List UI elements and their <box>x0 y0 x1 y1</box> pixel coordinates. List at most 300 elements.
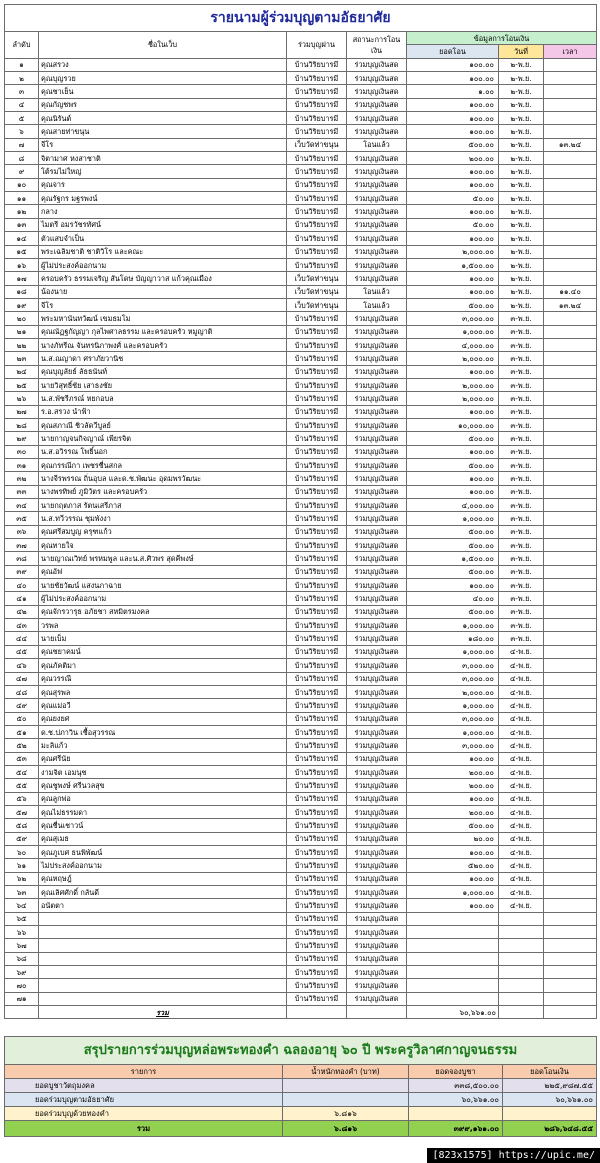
donation-channel: บ้านวิริยบารมี <box>287 592 347 605</box>
donation-channel: บ้านวิริยบารมี <box>287 619 347 632</box>
transfer-amount: ๑๐๐.๐๐ <box>407 752 499 765</box>
transfer-status: ร่วมบุญเงินสด <box>347 565 407 578</box>
transfer-amount: ๑,๐๐๐.๐๐ <box>407 699 499 712</box>
donor-name: คุณสายท่าขนุน <box>39 125 287 138</box>
donor-name: คุณภัคติมา <box>39 659 287 672</box>
donor-name: คุณเลิศศักดิ์ กลันดี <box>39 886 287 899</box>
transfer-status: ร่วมบุญเงินสด <box>347 232 407 245</box>
transfer-status: ร่วมบุญเงินสด <box>347 98 407 111</box>
donor-name: จิตามาศ หงสาชาติ <box>39 152 287 165</box>
transfer-time <box>544 966 597 979</box>
donation-channel: บ้านวิริยบารมี <box>287 872 347 885</box>
transfer-time <box>544 632 597 645</box>
donation-channel: บ้านวิริยบารมี <box>287 325 347 338</box>
row-number: ๑๙ <box>5 298 39 311</box>
table-row <box>5 325 597 338</box>
transfer-amount: ๑,๐๐๐.๐๐ <box>407 325 499 338</box>
transfer-amount: ๕๐๐.๐๐ <box>407 525 499 538</box>
row-number: ๖๖ <box>5 926 39 939</box>
transfer-date: ๔-พ.ย. <box>499 779 544 792</box>
donation-channel: บ้านวิริยบารมี <box>287 125 347 138</box>
transfer-time <box>544 512 597 525</box>
transfer-date: ๓-พ.ย. <box>499 352 544 365</box>
transfer-time <box>544 365 597 378</box>
transfer-amount: ๑๐๐.๐๐ <box>407 285 499 298</box>
header-via: ร่วมบุญผ่าน <box>287 32 347 59</box>
table-row <box>5 926 597 939</box>
transfer-time <box>544 445 597 458</box>
table-row <box>5 499 597 512</box>
transfer-amount: ๒๐๐.๐๐ <box>407 779 499 792</box>
transfer-status: ร่วมบุญเงินสด <box>347 312 407 325</box>
row-number: ๓๙ <box>5 565 39 578</box>
transfer-time <box>544 899 597 912</box>
table-row <box>5 112 597 125</box>
transfer-amount: ๑๐๐.๐๐ <box>407 205 499 218</box>
table-row <box>5 352 597 365</box>
transfer-date: ๒-พ.ย. <box>499 165 544 178</box>
donor-name: พระมหานันทวัฒน์ เขมธมโม <box>39 312 287 325</box>
transfer-time <box>544 58 597 71</box>
row-number: ๔๗ <box>5 672 39 685</box>
donor-name: น.ส.ทวีวรรณ ชุมพังงา <box>39 512 287 525</box>
transfer-date: ๒-พ.ย. <box>499 272 544 285</box>
donor-name: วรพล <box>39 619 287 632</box>
transfer-time <box>544 499 597 512</box>
transfer-amount: ๓,๐๐๐.๐๐ <box>407 712 499 725</box>
transfer-date <box>499 926 544 939</box>
donation-channel: บ้านวิริยบารมี <box>287 845 347 858</box>
transfer-amount: ๕๐.๐๐ <box>407 218 499 231</box>
donation-channel: บ้านวิริยบารมี <box>287 632 347 645</box>
transfer-date: ๔-พ.ย. <box>499 739 544 752</box>
donor-name: นายกฤตภาส รัตนเสรีภาส <box>39 499 287 512</box>
row-number: ๑๕ <box>5 245 39 258</box>
donor-name: นางจีรพรรณ ถิ่นอุบล และด.ช.พัฒนะ อุดมพรวัฒนะ <box>39 472 287 485</box>
summary-transfer <box>503 1107 597 1121</box>
donation-channel: บ้านวิริยบารมี <box>287 819 347 832</box>
transfer-date: ๓-พ.ย. <box>499 539 544 552</box>
summary-total-transfer: ๒๘๖,๖๔๘.๕๕ <box>503 1121 597 1137</box>
transfer-time <box>544 619 597 632</box>
row-number: ๕๙ <box>5 832 39 845</box>
transfer-status: ร่วมบุญเงินสด <box>347 338 407 351</box>
transfer-amount: ๑๐๐.๐๐ <box>407 485 499 498</box>
row-number: ๓๘ <box>5 552 39 565</box>
row-number: ๒๐ <box>5 312 39 325</box>
transfer-date: ๒-พ.ย. <box>499 232 544 245</box>
transfer-date: ๒-พ.ย. <box>499 285 544 298</box>
total-spacer <box>287 1006 347 1019</box>
row-number: ๖๗ <box>5 939 39 952</box>
transfer-amount: ๒๐.๐๐ <box>407 832 499 845</box>
donor-name: คุณลูกพ่อ <box>39 792 287 805</box>
table-row <box>5 298 597 311</box>
row-number: ๑๘ <box>5 285 39 298</box>
table-row <box>5 685 597 698</box>
donation-channel: บ้านวิริยบารมี <box>287 939 347 952</box>
donor-name: คุณแม่อวี <box>39 699 287 712</box>
transfer-amount: ๑๐๐.๐๐ <box>407 845 499 858</box>
transfer-date: ๒-พ.ย. <box>499 178 544 191</box>
row-number: ๓๐ <box>5 445 39 458</box>
transfer-amount: ๒,๐๐๐.๐๐ <box>407 378 499 391</box>
donation-channel: บ้านวิริยบารมี <box>287 952 347 965</box>
donation-channel: บ้านวิริยบารมี <box>287 485 347 498</box>
transfer-time <box>544 165 597 178</box>
transfer-date: ๔-พ.ย. <box>499 845 544 858</box>
donor-name: กลาง <box>39 205 287 218</box>
table-row <box>5 579 597 592</box>
transfer-status: ร่วมบุญเงินสด <box>347 725 407 738</box>
table-row <box>5 859 597 872</box>
transfer-date: ๒-พ.ย. <box>499 125 544 138</box>
donor-name: จีโร <box>39 138 287 151</box>
row-number: ๙ <box>5 165 39 178</box>
transfer-amount: ๓,๐๐๐.๐๐ <box>407 659 499 672</box>
transfer-date: ๓-พ.ย. <box>499 338 544 351</box>
transfer-amount: ๒,๐๐๐.๐๐ <box>407 685 499 698</box>
row-number: ๓๓ <box>5 485 39 498</box>
row-number: ๕๑ <box>5 725 39 738</box>
donation-channel: บ้านวิริยบารมี <box>287 58 347 71</box>
row-number: ๖๘ <box>5 952 39 965</box>
transfer-status: ร่วมบุญเงินสด <box>347 499 407 512</box>
transfer-status: ร่วมบุญเงินสด <box>347 605 407 618</box>
transfer-time <box>544 72 597 85</box>
transfer-time <box>544 845 597 858</box>
summary-row <box>5 1093 597 1107</box>
summary-total-pledge: ๓๙๙,๑๖๑.๐๐ <box>409 1121 503 1137</box>
transfer-amount: ๒,๐๐๐.๐๐ <box>407 245 499 258</box>
row-number: ๒๑ <box>5 325 39 338</box>
total-spacer <box>5 1006 39 1019</box>
table-row <box>5 752 597 765</box>
summary-pledge: ๓๓๘,๕๐๐.๐๐ <box>409 1079 503 1093</box>
transfer-status: ร่วมบุญเงินสด <box>347 966 407 979</box>
transfer-time <box>544 725 597 738</box>
transfer-status: ร่วมบุญเงินสด <box>347 632 407 645</box>
transfer-status: ร่วมบุญเงินสด <box>347 699 407 712</box>
donor-name <box>39 912 287 925</box>
donor-name: คุณสุเมธ <box>39 832 287 845</box>
transfer-amount: ๕๐๐.๐๐ <box>407 432 499 445</box>
transfer-time <box>544 699 597 712</box>
transfer-date: ๔-พ.ย. <box>499 819 544 832</box>
row-number: ๗๐ <box>5 979 39 992</box>
transfer-status: ร่วมบุญเงินสด <box>347 792 407 805</box>
transfer-time <box>544 645 597 658</box>
transfer-date: ๓-พ.ย. <box>499 552 544 565</box>
transfer-amount: ๑,๕๐๐.๐๐ <box>407 552 499 565</box>
transfer-amount: ๑๐๐.๐๐ <box>407 405 499 418</box>
transfer-amount: ๑๐๐.๐๐ <box>407 579 499 592</box>
transfer-date: ๓-พ.ย. <box>499 605 544 618</box>
transfer-date: ๔-พ.ย. <box>499 645 544 658</box>
transfer-status: ร่วมบุญเงินสด <box>347 819 407 832</box>
table-row <box>5 632 597 645</box>
donation-channel: บ้านวิริยบารมี <box>287 792 347 805</box>
transfer-date <box>499 912 544 925</box>
transfer-amount: ๑,๐๐๐.๐๐ <box>407 512 499 525</box>
summary-pledge <box>409 1107 503 1121</box>
donation-channel: บ้านวิริยบารมี <box>287 525 347 538</box>
transfer-time <box>544 152 597 165</box>
transfer-time: ๑๓.๒๔ <box>544 138 597 151</box>
transfer-date: ๓-พ.ย. <box>499 459 544 472</box>
transfer-date: ๒-พ.ย. <box>499 192 544 205</box>
donor-name: คุณนิรันต์ <box>39 112 287 125</box>
transfer-date: ๒-พ.ย. <box>499 85 544 98</box>
donation-channel: บ้านวิริยบารมี <box>287 779 347 792</box>
transfer-time <box>544 192 597 205</box>
transfer-amount <box>407 939 499 952</box>
transfer-date: ๔-พ.ย. <box>499 725 544 738</box>
transfer-time <box>544 352 597 365</box>
donor-name: นายวิสุทธิ์ชัย เสาธงชัย <box>39 378 287 391</box>
transfer-status: ร่วมบุญเงินสด <box>347 779 407 792</box>
row-number: ๕๔ <box>5 765 39 778</box>
header-status: สถานะการโอนเงิน <box>347 32 407 59</box>
table-row <box>5 245 597 258</box>
transfer-date: ๓-พ.ย. <box>499 525 544 538</box>
transfer-time <box>544 418 597 431</box>
transfer-status: ร่วมบุญเงินสด <box>347 552 407 565</box>
transfer-status: ร่วมบุญเงินสด <box>347 192 407 205</box>
table-row <box>5 725 597 738</box>
transfer-status: ร่วมบุญเงินสด <box>347 645 407 658</box>
row-number: ๖๑ <box>5 859 39 872</box>
transfer-time <box>544 525 597 538</box>
summary-item: ยอดร่วมบุญด้วยทองคำ <box>5 1107 283 1121</box>
donation-channel: บ้านวิริยบารมี <box>287 378 347 391</box>
row-number: ๕๕ <box>5 779 39 792</box>
donation-channel: บ้านวิริยบารมี <box>287 739 347 752</box>
transfer-status: ร่วมบุญเงินสด <box>347 805 407 818</box>
table-row <box>5 365 597 378</box>
transfer-time <box>544 832 597 845</box>
transfer-date: ๓-พ.ย. <box>499 378 544 391</box>
transfer-time <box>544 485 597 498</box>
table-row <box>5 285 597 298</box>
transfer-time <box>544 392 597 405</box>
donor-name: นายชัยวัฒน์ แสงนภาฉาย <box>39 579 287 592</box>
donor-name: คุณสุรพล <box>39 685 287 698</box>
donation-channel: บ้านวิริยบารมี <box>287 979 347 992</box>
row-number: ๖๐ <box>5 845 39 858</box>
table-row <box>5 338 597 351</box>
row-number: ๒๒ <box>5 338 39 351</box>
transfer-status: ร่วมบุญเงินสด <box>347 392 407 405</box>
transfer-date: ๒-พ.ย. <box>499 138 544 151</box>
transfer-amount: ๑๐๐.๐๐ <box>407 112 499 125</box>
donation-channel: บ้านวิริยบารมี <box>287 659 347 672</box>
table-row <box>5 72 597 85</box>
transfer-amount: ๑๐๐.๐๐ <box>407 165 499 178</box>
transfer-status: ร่วมบุญเงินสด <box>347 445 407 458</box>
transfer-amount: ๑๐๐.๐๐ <box>407 872 499 885</box>
transfer-time <box>544 752 597 765</box>
row-number: ๑๓ <box>5 218 39 231</box>
donor-name: คุณจักรวารุธ อภัยชา สหมิตรมงคล <box>39 605 287 618</box>
summary-header-gold: น้ำหนักทองคำ (บาท) <box>283 1065 409 1079</box>
transfer-status: ร่วมบุญเงินสด <box>347 859 407 872</box>
donor-name: ตัวแสบจำเป็น <box>39 232 287 245</box>
donor-name: จีโร <box>39 298 287 311</box>
row-number: ๓๔ <box>5 499 39 512</box>
donation-channel: บ้านวิริยบารมี <box>287 112 347 125</box>
table-row <box>5 165 597 178</box>
donation-channel: บ้านวิริยบารมี <box>287 445 347 458</box>
table-row <box>5 699 597 712</box>
table-row <box>5 445 597 458</box>
transfer-amount: ๔,๐๐๐.๐๐ <box>407 338 499 351</box>
table-row <box>5 872 597 885</box>
table-row <box>5 258 597 271</box>
transfer-date: ๓-พ.ย. <box>499 312 544 325</box>
transfer-time <box>544 472 597 485</box>
row-number: ๑๔ <box>5 232 39 245</box>
donation-channel: บ้านวิริยบารมี <box>287 712 347 725</box>
donation-channel: บ้านวิริยบารมี <box>287 926 347 939</box>
transfer-amount: ๑๘๐.๐๐ <box>407 632 499 645</box>
row-number: ๕๖ <box>5 792 39 805</box>
transfer-date: ๓-พ.ย. <box>499 405 544 418</box>
donation-channel: เว็บวัดท่าขนุน <box>287 272 347 285</box>
transfer-date: ๔-พ.ย. <box>499 765 544 778</box>
transfer-time <box>544 592 597 605</box>
summary-item: ยอดร่วมบุญตามอัธยาศัย <box>5 1093 283 1107</box>
donation-channel: บ้านวิริยบารมี <box>287 472 347 485</box>
transfer-status: ร่วมบุญเงินสด <box>347 418 407 431</box>
donor-name <box>39 926 287 939</box>
header-amount: ยอดโอน <box>407 45 499 58</box>
transfer-date: ๔-พ.ย. <box>499 805 544 818</box>
donor-name: คุณศรีนัย <box>39 752 287 765</box>
table-row <box>5 525 597 538</box>
transfer-amount: ๒๐๐.๐๐ <box>407 765 499 778</box>
transfer-date: ๓-พ.ย. <box>499 592 544 605</box>
transfer-status: ร่วมบุญเงินสด <box>347 205 407 218</box>
donor-name: ไมตรี อมรวัชรทัศน์ <box>39 218 287 231</box>
transfer-date: ๓-พ.ย. <box>499 565 544 578</box>
transfer-status: ร่วมบุญเงินสด <box>347 592 407 605</box>
table-row <box>5 272 597 285</box>
donation-channel: บ้านวิริยบารมี <box>287 899 347 912</box>
transfer-status: ร่วมบุญเงินสด <box>347 685 407 698</box>
transfer-date: ๔-พ.ย. <box>499 659 544 672</box>
transfer-amount: ๔,๐๐๐.๐๐ <box>407 499 499 512</box>
transfer-amount: ๑,๐๐๐.๐๐ <box>407 619 499 632</box>
transfer-date: ๒-พ.ย. <box>499 58 544 71</box>
transfer-amount: ๒๐๐.๐๐ <box>407 152 499 165</box>
row-number: ๒๙ <box>5 432 39 445</box>
transfer-status: ร่วมบุญเงินสด <box>347 845 407 858</box>
row-number: ๓ <box>5 85 39 98</box>
donation-channel: บ้านวิริยบารมี <box>287 365 347 378</box>
table-row <box>5 792 597 805</box>
transfer-amount: ๑๐๐.๐๐ <box>407 792 499 805</box>
donation-channel: บ้านวิริยบารมี <box>287 859 347 872</box>
row-number: ๒๕ <box>5 378 39 391</box>
transfer-amount: ๕๐๐.๐๐ <box>407 605 499 618</box>
donation-channel: บ้านวิริยบารมี <box>287 165 347 178</box>
transfer-amount: ๔๐.๐๐ <box>407 592 499 605</box>
row-number: ๑๖ <box>5 258 39 271</box>
donor-name: คุณกัญชพร <box>39 98 287 111</box>
transfer-date: ๒-พ.ย. <box>499 245 544 258</box>
transfer-status: ร่วมบุญเงินสด <box>347 165 407 178</box>
transfer-status: ร่วมบุญเงินสด <box>347 432 407 445</box>
donation-channel: เว็บวัดท่าขนุน <box>287 138 347 151</box>
transfer-amount: ๑๐๐.๐๐ <box>407 58 499 71</box>
donor-name: น.ส.อวิรรณ โพธิ์นอก <box>39 445 287 458</box>
table-row <box>5 845 597 858</box>
row-number: ๔๑ <box>5 592 39 605</box>
transfer-date <box>499 939 544 952</box>
donor-name: พระเฉลิมชาติ ชาติวิโร และคณะ <box>39 245 287 258</box>
transfer-time <box>544 125 597 138</box>
summary-header-item: รายการ <box>5 1065 283 1079</box>
transfer-status: ร่วมบุญเงินสด <box>347 459 407 472</box>
transfer-time <box>544 205 597 218</box>
summary-row <box>5 1079 597 1093</box>
donor-name: นายกาญจนกิจญาณ์ เพียรจิต <box>39 432 287 445</box>
transfer-date <box>499 979 544 992</box>
transfer-date: ๒-พ.ย. <box>499 258 544 271</box>
donor-name: ร.อ.สรวง นำฟ้า <box>39 405 287 418</box>
summary-table <box>4 1036 597 1137</box>
row-number: ๒ <box>5 72 39 85</box>
summary-row <box>5 1107 597 1121</box>
donor-name: มะลิแก้ว <box>39 739 287 752</box>
row-number: ๔๔ <box>5 632 39 645</box>
table-row <box>5 805 597 818</box>
transfer-date: ๓-พ.ย. <box>499 325 544 338</box>
row-number: ๓๗ <box>5 539 39 552</box>
transfer-amount: ๕๐.๐๐ <box>407 192 499 205</box>
donation-channel: บ้านวิริยบารมี <box>287 152 347 165</box>
transfer-status: ร่วมบุญเงินสด <box>347 58 407 71</box>
donor-name: คุณศรีสมบูญ ครุฑแก้ว <box>39 525 287 538</box>
table-row <box>5 886 597 899</box>
donation-channel: บ้านวิริยบารมี <box>287 752 347 765</box>
transfer-time <box>544 405 597 418</box>
transfer-date: ๒-พ.ย. <box>499 112 544 125</box>
transfer-time <box>544 779 597 792</box>
transfer-status: ร่วมบุญเงินสด <box>347 672 407 685</box>
transfer-status: ร่วมบุญเงินสด <box>347 912 407 925</box>
donor-name: น้องนาย <box>39 285 287 298</box>
transfer-time <box>544 178 597 191</box>
row-number: ๖๓ <box>5 886 39 899</box>
transfer-date: ๔-พ.ย. <box>499 899 544 912</box>
row-number: ๕๐ <box>5 712 39 725</box>
transfer-date: ๓-พ.ย. <box>499 579 544 592</box>
row-number: ๖๔ <box>5 899 39 912</box>
transfer-amount: ๑๐๐.๐๐ <box>407 232 499 245</box>
row-number: ๑๗ <box>5 272 39 285</box>
transfer-amount <box>407 979 499 992</box>
table-row <box>5 765 597 778</box>
donation-channel: บ้านวิริยบารมี <box>287 805 347 818</box>
donor-name <box>39 939 287 952</box>
transfer-status: ร่วมบุญเงินสด <box>347 579 407 592</box>
table-row <box>5 819 597 832</box>
transfer-amount: ๑๐๐.๐๐ <box>407 72 499 85</box>
donor-name: คุณชาเย็น <box>39 85 287 98</box>
summary-total-row <box>5 1121 597 1137</box>
